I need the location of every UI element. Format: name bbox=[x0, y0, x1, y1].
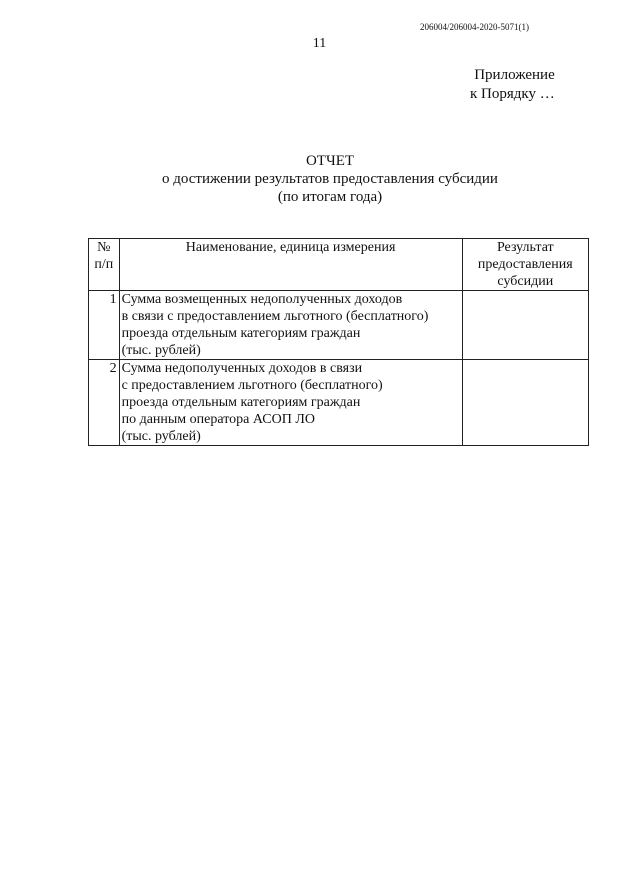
report-table bbox=[88, 238, 589, 446]
table-row bbox=[89, 360, 589, 446]
header-name: Наименование, единица измерения bbox=[119, 239, 462, 291]
row-num: 2 bbox=[89, 360, 120, 446]
row-result bbox=[462, 360, 588, 446]
appendix-line-1: Приложение bbox=[474, 67, 555, 83]
page-number: 11 bbox=[312, 36, 327, 51]
report-title-main: ОТЧЕТ bbox=[305, 153, 355, 169]
row-name bbox=[119, 291, 462, 360]
report-title-subtitle: о достижении результатов предоставления субсидии bbox=[162, 171, 498, 187]
row-name-line: проезда отдельным категориям граждан bbox=[121, 326, 361, 341]
row-num: 1 bbox=[89, 291, 120, 360]
row-name bbox=[119, 360, 462, 446]
header-num bbox=[89, 239, 120, 291]
report-title bbox=[0, 152, 639, 206]
row-name-line: (тыс. рублей) bbox=[121, 429, 201, 444]
document-code: 206004/206004-2020-5071(1) bbox=[420, 22, 529, 32]
table-row bbox=[89, 291, 589, 360]
row-name-line: (тыс. рублей) bbox=[121, 343, 201, 358]
header-num-line: № bbox=[97, 240, 111, 255]
row-name-line: проезда отдельным категориям граждан bbox=[121, 395, 361, 410]
header-result-line: субсидии bbox=[497, 274, 554, 289]
report-title-period: (по итогам года) bbox=[277, 189, 383, 205]
row-name-line: по данным оператора АСОП ЛО bbox=[121, 412, 315, 427]
header-result-line: Результат bbox=[496, 240, 554, 255]
header-result-line: предоставления bbox=[477, 257, 573, 272]
header-num-line: п/п bbox=[94, 257, 114, 272]
row-name-line: с предоставлением льготного (бесплатного) bbox=[121, 378, 383, 393]
header-result bbox=[462, 239, 588, 291]
appendix-line-2: к Порядку … bbox=[470, 86, 555, 102]
row-result bbox=[462, 291, 588, 360]
table-header-row bbox=[89, 239, 589, 291]
appendix-note bbox=[470, 66, 555, 104]
row-name-line: Сумма недополученных доходов в связи bbox=[121, 361, 363, 376]
row-name-line: Сумма возмещенных недополученных доходов bbox=[121, 292, 403, 307]
row-name-line: в связи с предоставлением льготного (бесплатного) bbox=[121, 309, 429, 324]
